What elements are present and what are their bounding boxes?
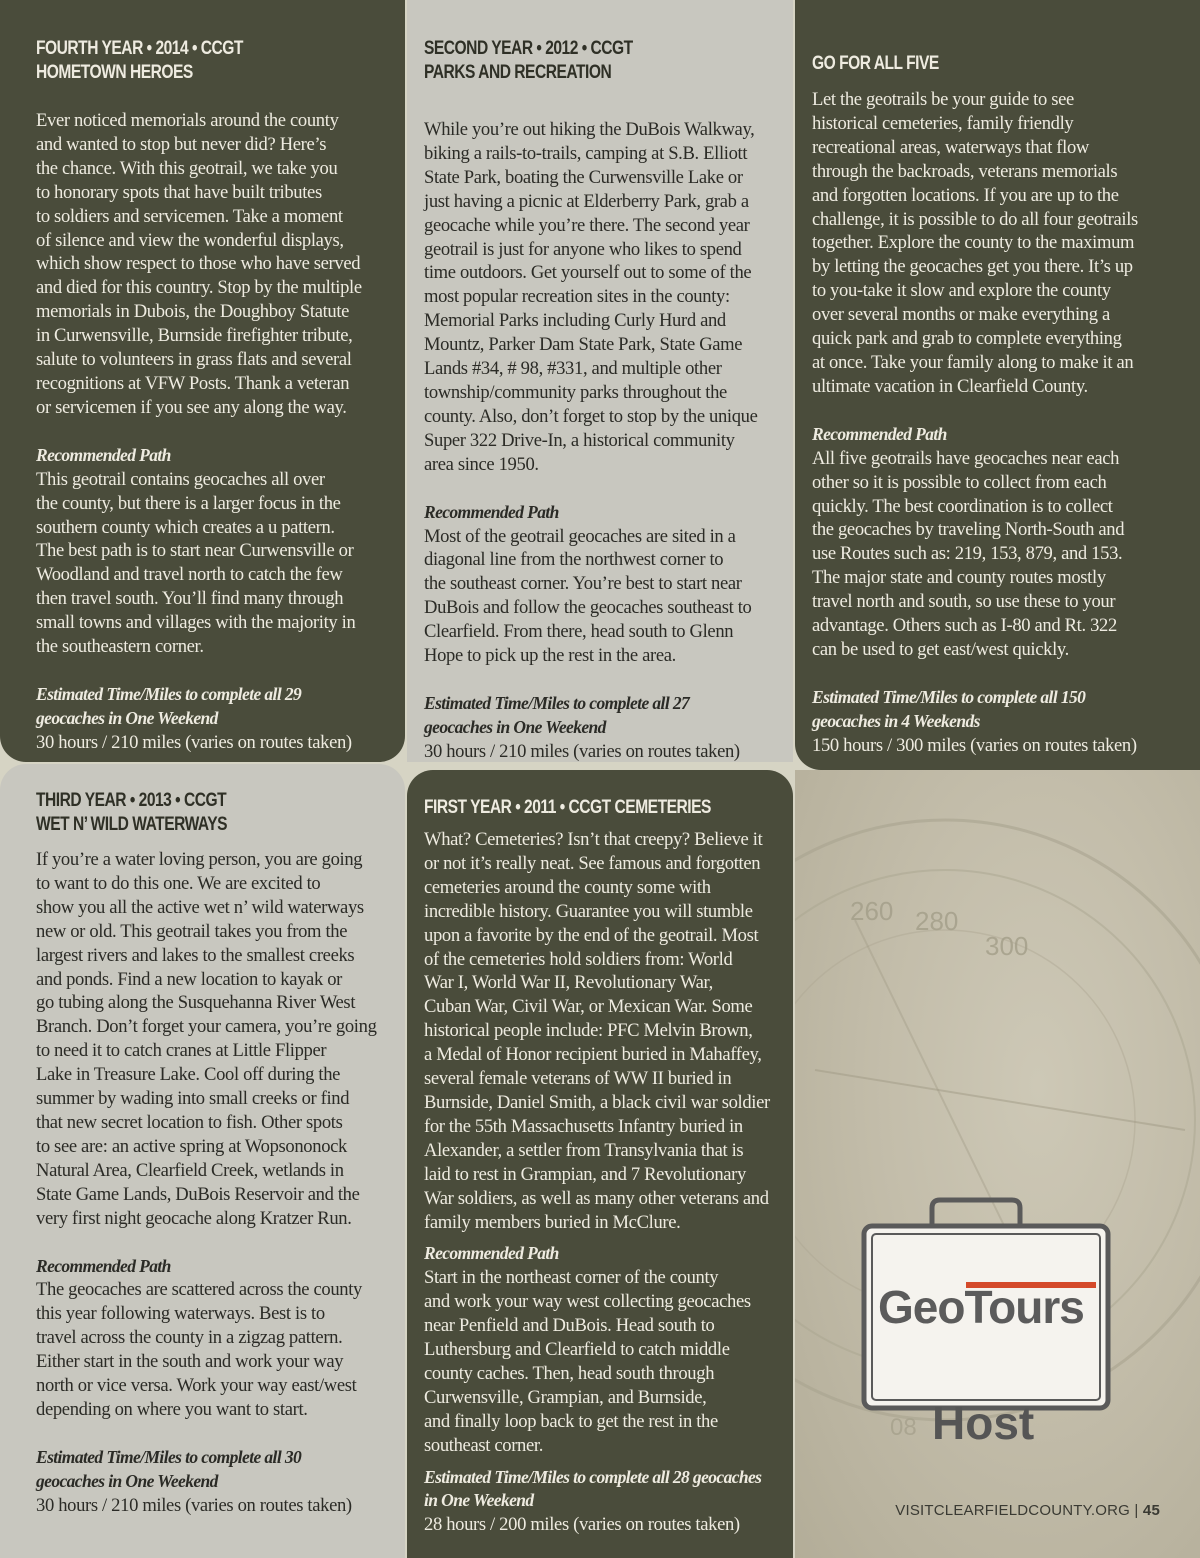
estimate-value: 28 hours / 200 miles (varies on routes taken) <box>424 1514 740 1536</box>
compass-number-260: 260 <box>850 896 894 926</box>
panel-third-year <box>0 764 405 1558</box>
estimate-label: Estimated Time/Miles to complete all 29 geocaches in One Weekend <box>36 683 302 728</box>
panel-body: What? Cemeteries? Isn’t that creepy? Believe it or not it’s really neat. See famous and forgotten cemeteries around the county some with incredible history. Guarantee you will stumble upon a favorite by the end of the geotrail. Most of the cemeteries hold soldiers from: World War I, World War II, Revolutionary War, Cuban War, Civil War, or Mexican War. Some historical people include: PFC Melvin Brown, a Medal of Honor recipient buried in Mahaffey, several female veterans of WW II buried in Burnside, Daniel Smith, a black civil war soldier for the 55th Massachusetts Infantry buried in Alexander, a settler from Transylvania that is laid to rest in Grampian, and 7 Revolutionary War soldiers, as well as many other veterans and family members buried in McClure. <box>424 829 770 1233</box>
compass-number-08: 08 <box>890 1414 917 1441</box>
panel-title: THIRD YEAR • 2013 • CCGT <box>36 790 227 811</box>
recommended-path-label: Recommended Path <box>36 1255 171 1276</box>
panel-subtitle: HOMETOWN HEROES <box>36 62 193 83</box>
recommended-path-label: Recommended Path <box>424 501 559 522</box>
estimate-value: 30 hours / 210 miles (varies on routes taken) <box>36 1494 352 1516</box>
recommended-path-text: The geocaches are scattered across the county this year following waterways. Best is to travel across the county in a zigzag pattern. Either start in the south and work your way north or vice versa. Work your way east/west depending on where you want to start. <box>36 1279 362 1420</box>
panel-title: SECOND YEAR • 2012 • CCGT <box>424 38 633 59</box>
panel-fourth-year <box>0 0 405 762</box>
panel-body: While you’re out hiking the DuBois Walkway, biking a rails-to-trails, camping at S.B. Elliott State Park, boating the Curwensville Lake or just having a picnic at Elderberry Park, grab a geocache while you’re there. The second year geotrail is just for anyone who likes to spend time outdoors. Get yourself out to some of the most popular recreation sites in the county: Memorial Parks including Curly Hurd and Mountz, Parker Dam State Park, State Game Lands #34, # 98, #331, and multiple other township/community parks throughout the county. Also, don’t forget to stop by the unique Super 322 Drive-In, a historical community area since 1950. <box>424 119 758 475</box>
panel-body: Ever noticed memorials around the county and wanted to stop but never did? Here’s the chance. With this geotrail, we take you to honorary spots that have built tributes to soldiers and servicemen. Take a moment of silence and view the wonderful displays, which show respect to those who have served and died for this country. Stop by the multiple memorials in Dubois, the Doughboy Statute in Curwensville, Burnside firefighter tribute, salute to volunteers in grass flats and several recognitions at VFW Posts. Thank a veteran or servicemen if you see any along the way. <box>36 110 362 418</box>
compass-number-280: 280 <box>915 906 959 936</box>
compass-number-300: 300 <box>985 931 1029 961</box>
recommended-path-text: Start in the northeast corner of the county and work your way west collecting geocaches near Penfield and DuBois. Head south to Luthersburg and Clearfield to catch middle county caches. Then, head south through Curwensville, Grampian, and Burnside, and finally loop back to get the rest in the southeast corner. <box>424 1267 751 1456</box>
panel-first-year <box>407 770 793 1558</box>
panel-second-year <box>407 0 793 762</box>
estimate-label: Estimated Time/Miles to complete all 150 geocaches in 4 Weekends <box>812 686 1086 731</box>
estimate-label: Estimated Time/Miles to complete all 28 geocaches in One Weekend <box>424 1466 762 1511</box>
estimate-value: 30 hours / 210 miles (varies on routes taken) <box>424 740 740 762</box>
page-footer <box>895 1502 1160 1519</box>
footer-separator: | <box>1134 1502 1139 1519</box>
panel-subtitle: WET N’ WILD WATERWAYS <box>36 814 228 835</box>
recommended-path-label: Recommended Path <box>812 423 947 444</box>
recommended-path-text: Most of the geotrail geocaches are sited in a diagonal line from the northwest corner to the southeast corner. You’re best to start near DuBois and follow the geocaches southeast to Clearfield. From there, head south to Glenn Hope to pick up the rest in the area. <box>424 525 752 667</box>
panel-title: FIRST YEAR • 2011 • CCGT CEMETERIES <box>424 797 711 818</box>
panel-title: GO FOR ALL FIVE <box>812 53 939 74</box>
geotours-host-logo <box>860 1196 1114 1458</box>
recommended-path-text: All five geotrails have geocaches near each other so it is possible to collect from each quickly. The best coordination is to collect the geocaches by traveling North-South and use Routes such as: 219, 153, 879, and 153. The major state and county routes mostly travel north and south, so use these to your advantage. Others such as I-80 and Rt. 322 can be used to get east/west quickly. <box>812 447 1125 660</box>
panel-all-five <box>795 0 1200 770</box>
estimate-label: Estimated Time/Miles to complete all 30 geocaches in One Weekend <box>36 1446 302 1491</box>
estimate-label: Estimated Time/Miles to complete all 27 geocaches in One Weekend <box>424 692 690 737</box>
estimate-value: 150 hours / 300 miles (varies on routes taken) <box>812 734 1137 756</box>
recommended-path-text: This geotrail contains geocaches all over the county, but there is a larger focus in the southern county which creates a u pattern. The best path is to start near Curwensville or Woodland and travel north to catch the few then travel south. You’ll find many through small towns and villages with the majority in the southeastern corner. <box>36 468 356 658</box>
panel-title: FOURTH YEAR • 2014 • CCGT <box>36 38 243 59</box>
estimate-value: 30 hours / 210 miles (varies on routes taken) <box>36 731 352 753</box>
footer-site: VISITCLEARFIELDCOUNTY.ORG <box>895 1502 1131 1519</box>
panel-body: Let the geotrails be your guide to see historical cemeteries, family friendly recreational areas, waterways that flow through the backroads, veterans memorials and forgotten locations. If you are up to the challenge, it is possible to do all four geotrails together. Explore the county to the maximum by letting the geocaches get you there. It’s up to you-take it slow and explore the county over several months or make everything a quick park and grab to complete everything at once. Take your family along to make it an ultimate vacation in Clearfield County. <box>812 89 1138 397</box>
logo-host-text: Host <box>932 1397 1035 1449</box>
recommended-path-label: Recommended Path <box>36 444 171 465</box>
page-number: 45 <box>1142 1502 1160 1519</box>
recommended-path-label: Recommended Path <box>424 1243 559 1264</box>
panel-body: If you’re a water loving person, you are going to want to do this one. We are excited to show you all the active wet n’ wild waterways new or old. This geotrail takes you from the largest rivers and lakes to the smallest creeks and ponds. Find a new location to kayak or go tubing along the Susquehanna River West Branch. Don’t forget your camera, you’re going to need it to catch cranes at Little Flipper Lake in Treasure Lake. Cool off during the summer by wading into small creeks or find that new secret location to fish. Other spots to see are: an active spring at Wopsononock Natural Area, Clearfield Creek, wetlands in State Game Lands, DuBois Reservoir and the very first night geocache along Kratzer Run. <box>36 849 377 1229</box>
logo-wordmark: GeoTours <box>878 1281 1084 1333</box>
panel-subtitle: PARKS AND RECREATION <box>424 62 612 83</box>
